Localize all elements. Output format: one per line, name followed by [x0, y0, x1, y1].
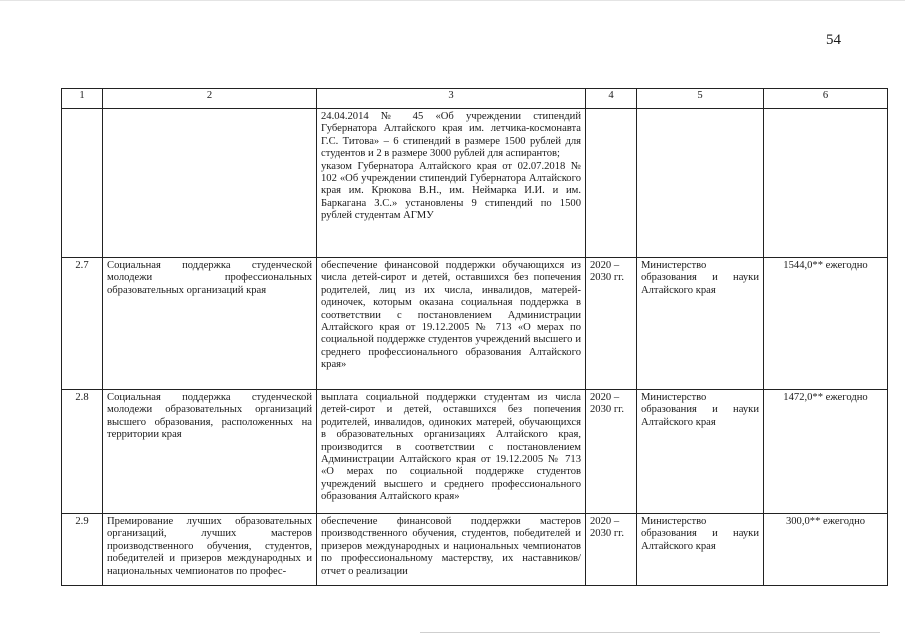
- row-number: 2.7: [62, 258, 103, 390]
- row-executor: [637, 109, 764, 258]
- content-paragraph: указом Губернатора Алтайского края от 02.07.2018 № 102 «Об учреждении стипендий Губернатора Алтайского края им. Крюкова В.Н., им. Неймарка И.И. и им. Баркагана З.С.» установлены 9 стипендий по 1500 рублей студентам АГМУ: [321, 160, 581, 222]
- table-row: [62, 109, 888, 258]
- header-col-5: 5: [637, 89, 764, 109]
- row-number: 2.8: [62, 390, 103, 514]
- row-measure: Премирование лучших образовательных организаций, лучших мастеров производственного обучения, студентов, победителей и призеров международных и национальных чемпионатов по профес-: [103, 514, 317, 586]
- row-number: 2.9: [62, 514, 103, 586]
- header-col-6: 6: [764, 89, 888, 109]
- row-period: [586, 109, 637, 258]
- header-col-4: 4: [586, 89, 637, 109]
- row-number: [62, 109, 103, 258]
- header-col-2: 2: [103, 89, 317, 109]
- table-row: [62, 514, 888, 586]
- row-executor: Министерство образования и науки Алтайского края: [637, 258, 764, 390]
- row-measure: Социальная поддержка студенческой молодежи профессиональных образовательных организаций края: [103, 258, 317, 390]
- table-row: [62, 258, 888, 390]
- header-col-3: 3: [317, 89, 586, 109]
- row-executor: Министерство образования и науки Алтайского края: [637, 514, 764, 586]
- row-amount: [764, 109, 888, 258]
- table-row: [62, 390, 888, 514]
- row-executor: Министерство образования и науки Алтайского края: [637, 390, 764, 514]
- program-table: [61, 88, 888, 586]
- row-period: 2020 – 2030 гг.: [586, 390, 637, 514]
- row-period: 2020 – 2030 гг.: [586, 258, 637, 390]
- row-amount: 1544,0** ежегодно: [764, 258, 888, 390]
- row-content: [317, 514, 586, 586]
- row-period: 2020 – 2030 гг.: [586, 514, 637, 586]
- content-paragraph: выплата социальной поддержки студентам из числа детей-сирот и детей, оставшихся без попечения родителей, инвалидов, одиноких матерей, обучающихся в образовательных организациях Алтайского края, производится в соответствии с постановлением Администрации Алтайского края от 19.12.2005 № 713 «О мерах по социальной поддержке студентов учреждений высшего и среднего профессионального образования Алтайского края»: [321, 392, 581, 503]
- scan-edge-line: [0, 0, 905, 1]
- header-col-1: 1: [62, 89, 103, 109]
- row-measure: Социальная поддержка студенческой молодежи образовательных организаций высшего образования, расположенных на территории края: [103, 390, 317, 514]
- row-amount: 300,0** ежегодно: [764, 514, 888, 586]
- row-content: [317, 258, 586, 390]
- row-amount: 1472,0** ежегодно: [764, 390, 888, 514]
- row-content: [317, 109, 586, 258]
- scan-artifact-line: [420, 632, 880, 633]
- content-paragraph: обеспечение финансовой поддержки мастеров производственного обучения, студентов, победителей и призеров международных и национальных чемпионатов по профессиональному мастерству, их наставников/ отчет о реализации: [321, 516, 581, 577]
- header-row: [62, 89, 888, 109]
- content-paragraph: 24.04.2014 № 45 «Об учреждении стипендий Губернатора Алтайского края им. летчика-космонавта Г.С. Титова» – 6 стипендий в размере 1500 рублей для студентов и 2 в размере 3000 рублей для аспирантов;: [321, 111, 581, 160]
- row-content: [317, 390, 586, 514]
- page-number: 54: [826, 32, 841, 48]
- content-paragraph: обеспечение финансовой поддержки обучающихся из числа детей-сирот и детей, оставшихся без попечения родителей, лиц из их числа, инвалидов, матерей-одиночек, которым оказана социальная поддержка в соответствии с постановлением Администрации Алтайского края от 19.12.2005 № 713 «О мерах по социальной поддержке студентов учреждений высшего и среднего профессионального образования Алтайского края»: [321, 260, 581, 371]
- row-measure: [103, 109, 317, 258]
